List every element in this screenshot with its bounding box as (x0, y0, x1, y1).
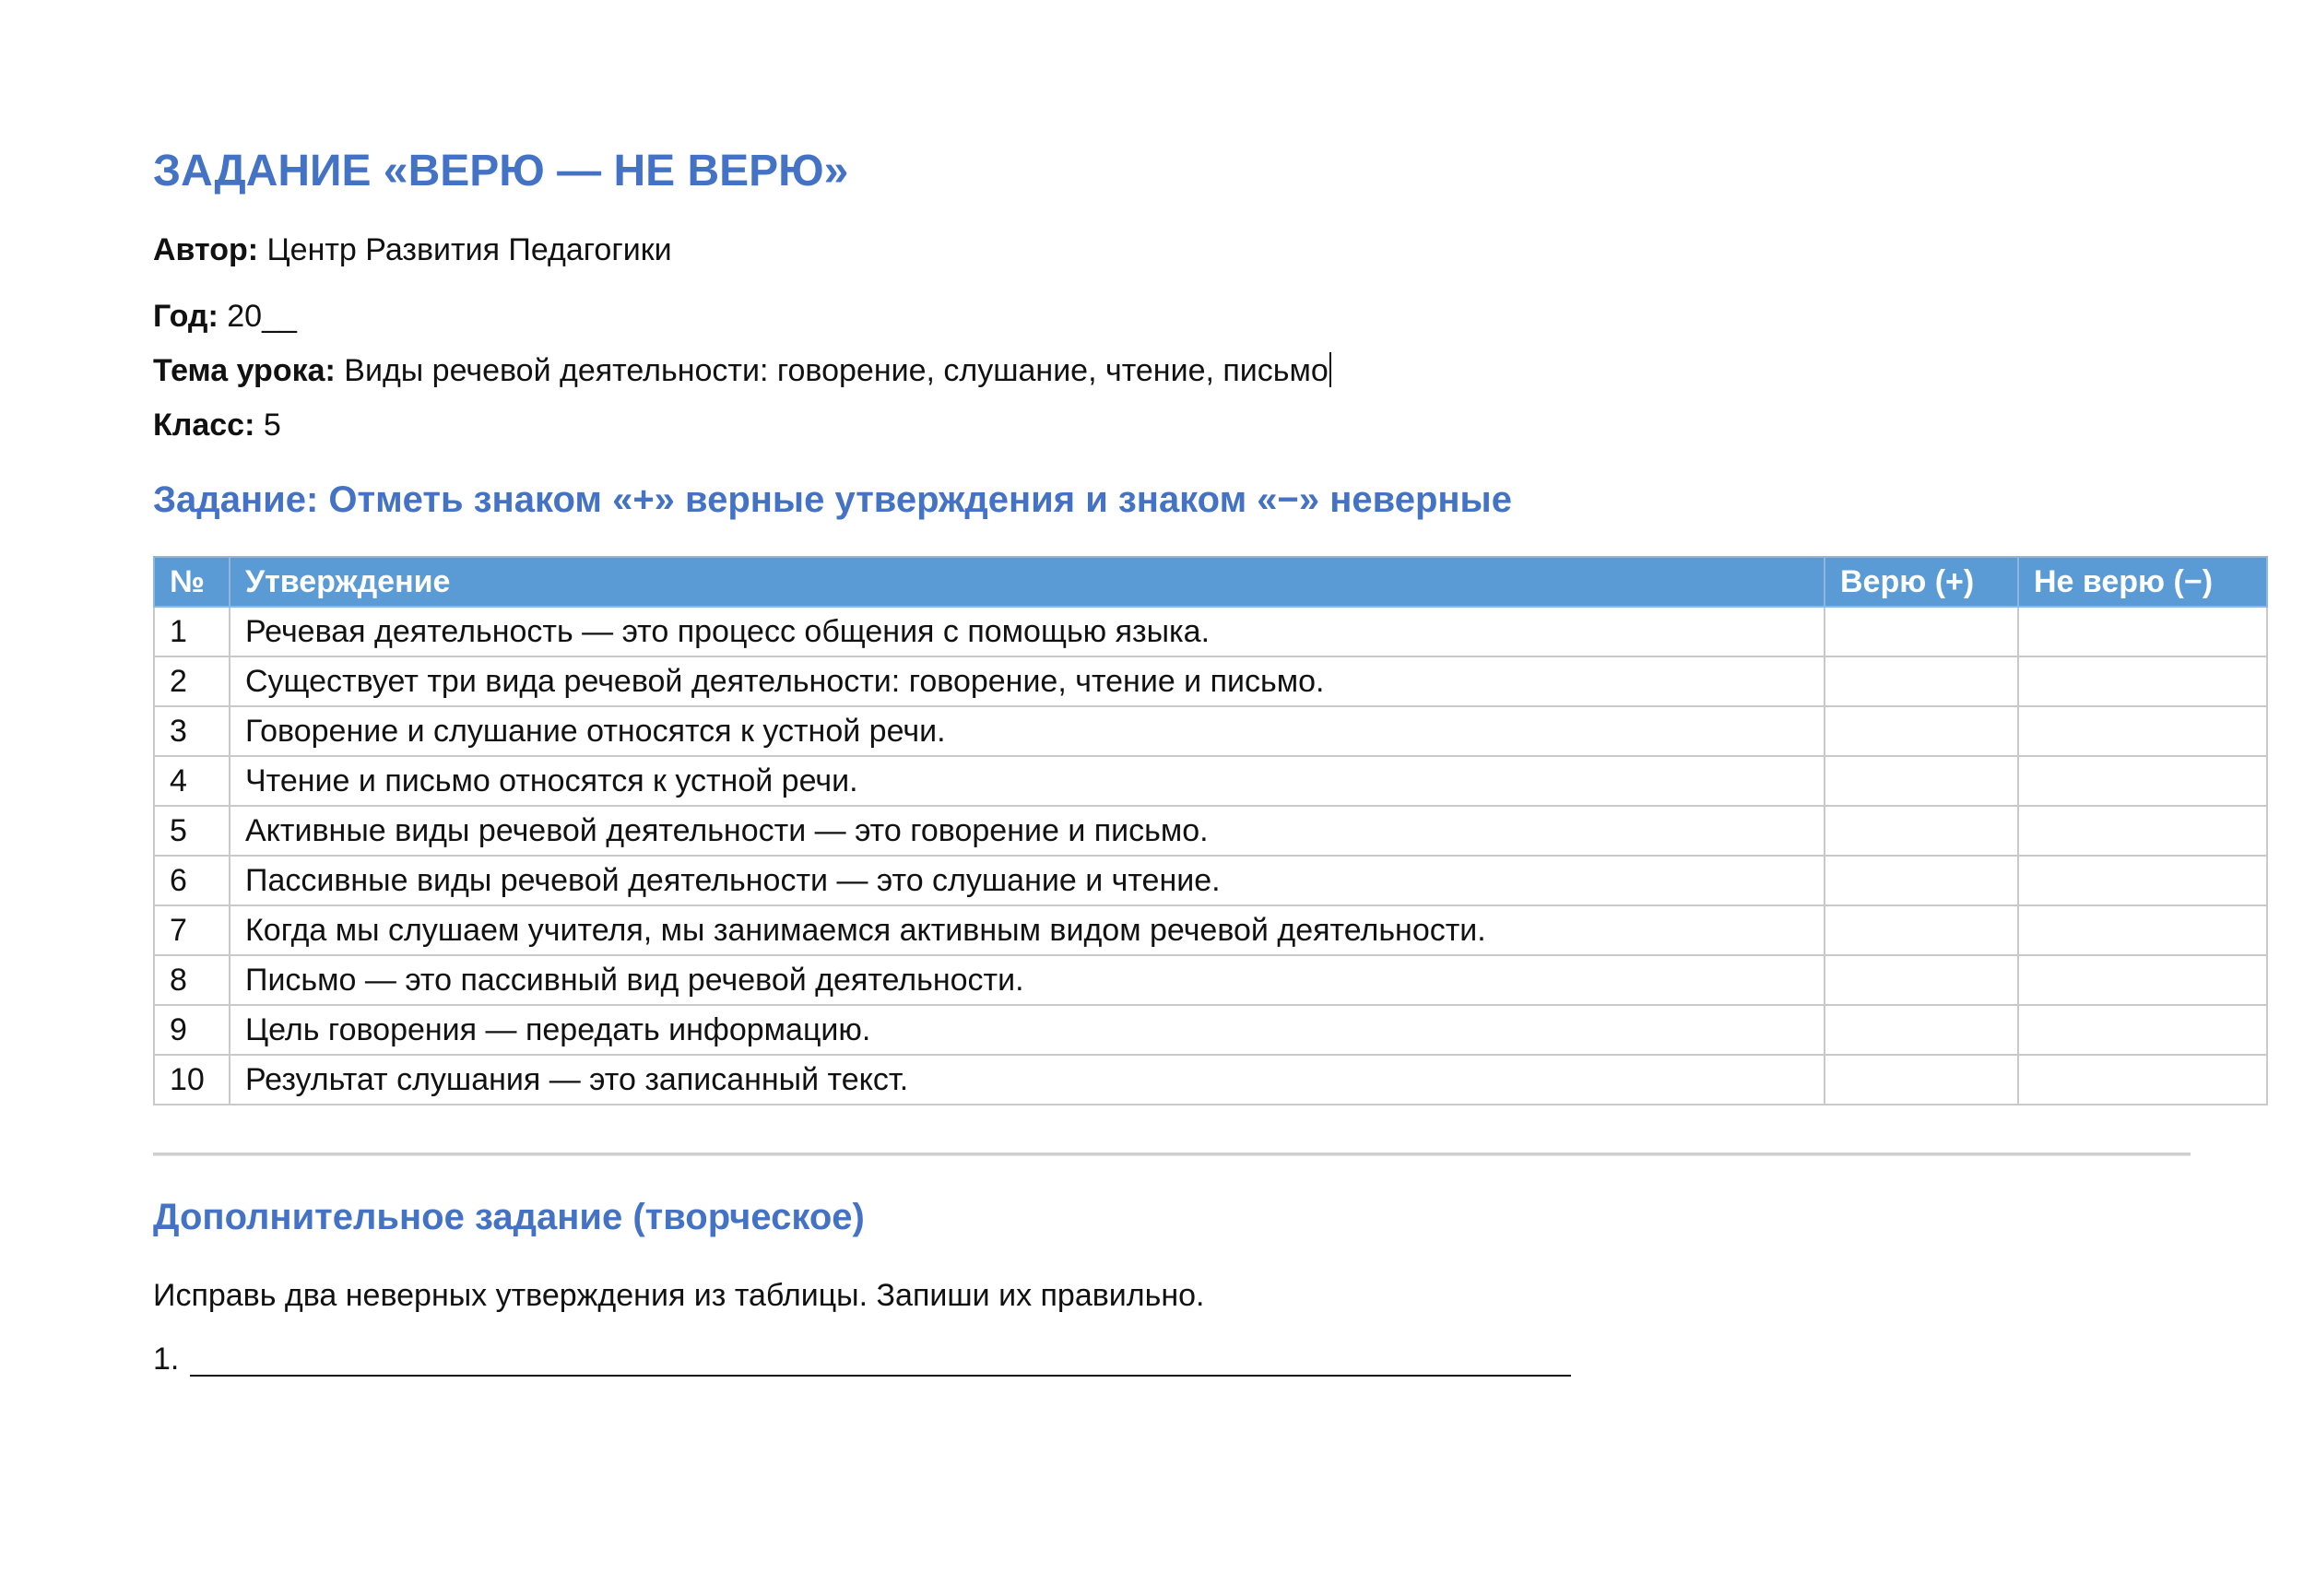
believe-cell[interactable] (1825, 806, 2018, 856)
row-statement: Активные виды речевой деятельности — это говорение и письмо. (230, 806, 1825, 856)
document-title: ЗАДАНИЕ «ВЕРЮ — НЕ ВЕРЮ» (153, 147, 849, 195)
answer-number: 1. (153, 1342, 180, 1377)
topic-value[interactable]: Виды речевой деятельности: говорение, слушание, чтение, письмо (335, 353, 1329, 388)
row-statement: Когда мы слушаем учителя, мы занимаемся активным видом речевой деятельности. (230, 905, 1825, 955)
row-number: 1 (154, 607, 230, 656)
table-row (154, 806, 2267, 856)
not-believe-cell[interactable] (2018, 656, 2267, 706)
believe-cell[interactable] (1825, 656, 2018, 706)
row-statement: Говорение и слушание относятся к устной речи. (230, 706, 1825, 756)
header-number: № (154, 557, 230, 607)
class-line (153, 408, 281, 443)
table-row (154, 856, 2267, 905)
believe-cell[interactable] (1825, 756, 2018, 806)
year-line (153, 299, 297, 335)
header-believe: Верю (+) (1825, 557, 2018, 607)
not-believe-cell[interactable] (2018, 856, 2267, 905)
row-statement: Результат слушания — это записанный текст. (230, 1055, 1825, 1105)
not-believe-cell[interactable] (2018, 955, 2267, 1005)
class-label: Класс: (153, 408, 255, 443)
row-statement: Существует три вида речевой деятельности: говорение, чтение и письмо. (230, 656, 1825, 706)
believe-cell[interactable] (1825, 1005, 2018, 1055)
row-statement: Цель говорения — передать информацию. (230, 1005, 1825, 1055)
row-number: 7 (154, 905, 230, 955)
row-number: 3 (154, 706, 230, 756)
believe-cell[interactable] (1825, 607, 2018, 656)
answer-line (153, 1342, 1571, 1377)
row-number: 9 (154, 1005, 230, 1055)
table-row (154, 905, 2267, 955)
row-number: 10 (154, 1055, 230, 1105)
row-number: 5 (154, 806, 230, 856)
table-row (154, 1055, 2267, 1105)
row-statement: Чтение и письмо относятся к устной речи. (230, 756, 1825, 806)
header-statement: Утверждение (230, 557, 1825, 607)
statements-table (153, 556, 2268, 1105)
not-believe-cell[interactable] (2018, 607, 2267, 656)
table-row (154, 1005, 2267, 1055)
author-label: Автор: (153, 232, 259, 267)
year-value: 20__ (218, 299, 297, 334)
row-number: 2 (154, 656, 230, 706)
not-believe-cell[interactable] (2018, 905, 2267, 955)
table-header-row (154, 557, 2267, 607)
topic-line[interactable] (153, 352, 1331, 389)
header-not-believe: Не верю (−) (2018, 557, 2267, 607)
horizontal-divider (153, 1153, 2191, 1156)
task-heading: Задание: Отметь знаком «+» верные утверждения и знаком «−» неверные (153, 479, 1512, 520)
extra-task-instruction: Исправь два неверных утверждения из таблицы. Запиши их правильно. (153, 1278, 1205, 1313)
author-value: Центр Развития Педагогики (258, 232, 672, 267)
believe-cell[interactable] (1825, 1055, 2018, 1105)
answer-blank[interactable] (190, 1343, 1571, 1377)
believe-cell[interactable] (1825, 856, 2018, 905)
not-believe-cell[interactable] (2018, 1005, 2267, 1055)
table-row (154, 706, 2267, 756)
table-row (154, 656, 2267, 706)
row-statement: Речевая деятельность — это процесс общения с помощью языка. (230, 607, 1825, 656)
row-number: 4 (154, 756, 230, 806)
row-statement: Письмо — это пассивный вид речевой деятельности. (230, 955, 1825, 1005)
topic-label: Тема урока: (153, 353, 336, 388)
year-label: Год: (153, 299, 219, 334)
table-row (154, 955, 2267, 1005)
not-believe-cell[interactable] (2018, 806, 2267, 856)
author-line (153, 232, 672, 268)
table-row (154, 607, 2267, 656)
believe-cell[interactable] (1825, 905, 2018, 955)
not-believe-cell[interactable] (2018, 706, 2267, 756)
row-number: 8 (154, 955, 230, 1005)
not-believe-cell[interactable] (2018, 1055, 2267, 1105)
believe-cell[interactable] (1825, 955, 2018, 1005)
not-believe-cell[interactable] (2018, 756, 2267, 806)
class-value: 5 (254, 408, 281, 443)
row-statement: Пассивные виды речевой деятельности — это слушание и чтение. (230, 856, 1825, 905)
believe-cell[interactable] (1825, 706, 2018, 756)
extra-task-heading: Дополнительное задание (творческое) (153, 1197, 865, 1237)
text-cursor (1329, 352, 1331, 387)
row-number: 6 (154, 856, 230, 905)
table-row (154, 756, 2267, 806)
